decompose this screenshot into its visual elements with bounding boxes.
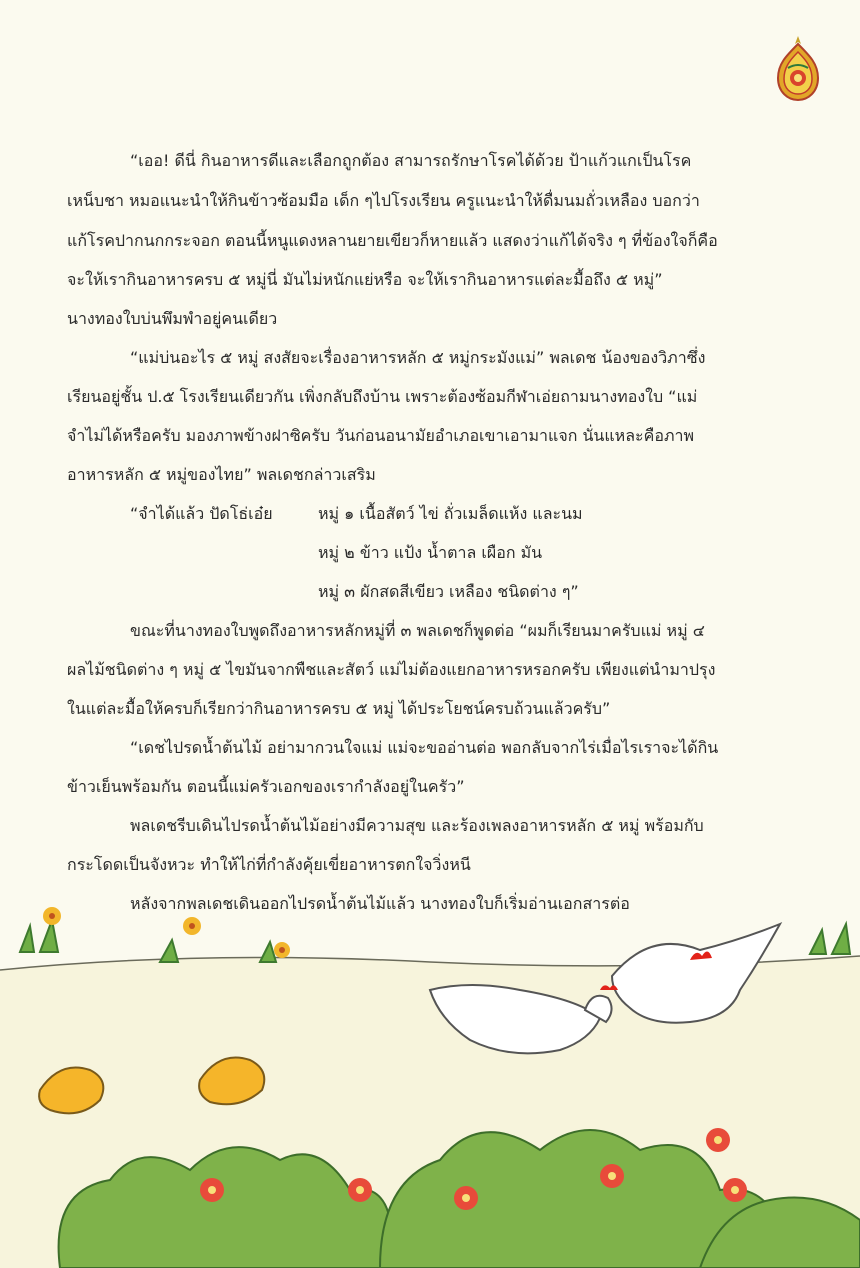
farmyard-illustration bbox=[0, 890, 860, 1268]
school-emblem-icon bbox=[774, 34, 822, 104]
text-line: “แม่บ่นอะไร ๕ หมู่ สงสัยจะเรื่องอาหารหลัก ๕ หมู่กระมังแม่” พลเดช น้องของวิภาซึ่ง bbox=[130, 348, 706, 367]
text-line: แก้โรคปากนกกระจอก ตอนนี้หนูแดงหลานยายเขียวก็หายแล้ว แสดงว่าแก้ได้จริง ๆ ที่ข้องใจก็คือ bbox=[67, 231, 718, 250]
text-line: อาหารหลัก ๕ หมู่ของไทย” พลเดชกล่าวเสริม bbox=[67, 465, 376, 484]
text-line: “เออ! ดีนี่ กินอาหารดีและเลือกถูกต้อง สามารถรักษาโรคได้ด้วย ป้าแก้วแกเป็นโรค bbox=[130, 151, 692, 170]
text-line: เรียนอยู่ชั้น ป.๕ โรงเรียนเดียวกัน เพิ่งกลับถึงบ้าน เพราะต้องซ้อมกีฬาเอ่ยถามนางทองใบ “แม่ bbox=[67, 387, 698, 406]
text-line: ข้าวเย็นพร้อมกัน ตอนนี้แม่ครัวเอกของเรากำลังอยู่ในครัว” bbox=[67, 777, 465, 796]
text-line: นางทองใบบ่นพึมพำอยู่คนเดียว bbox=[67, 309, 278, 328]
food-group-line: หมู่ ๑ เนื้อสัตว์ ไข่ ถั่วเมล็ดแห้ง และนม bbox=[318, 504, 583, 523]
food-group-line: หมู่ ๒ ข้าว แป้ง น้ำตาล เผือก มัน bbox=[318, 543, 543, 562]
text-line: “เดชไปรดน้ำต้นไม้ อย่ามากวนใจแม่ แม่จะขออ่านต่อ พอกลับจากไร่เมื่อไรเราจะได้กิน bbox=[130, 738, 719, 757]
text-line: เหน็บชา หมอแนะนำให้กินข้าวซ้อมมือ เด็ก ๆไปโรงเรียน ครูแนะนำให้ดื่มนมถั่วเหลือง บอกว่า bbox=[67, 191, 700, 210]
text-line: จำไม่ได้หรือครับ มองภาพข้างฝาซิครับ วันก่อนอนามัยอำเภอเขาเอามาแจก นั่นแหละคือภาพ bbox=[67, 426, 695, 445]
text-line: หลังจากพลเดชเดินออกไปรดน้ำต้นไม้แล้ว นางทองใบก็เริ่มอ่านเอกสารต่อ bbox=[130, 894, 630, 913]
text-line: กระโดดเป็นจังหวะ ทำให้ไก่ที่กำลังคุ้ยเขี่ยอาหารตกใจวิ่งหนี bbox=[67, 855, 471, 874]
text-line: ในแต่ละมื้อให้ครบก็เรียกว่ากินอาหารครบ ๕ หมู่ ได้ประโยชน์ครบถ้วนแล้วครับ” bbox=[67, 699, 611, 718]
text-line: “จำได้แล้ว ปัดโธ่เอ๋ย bbox=[130, 504, 273, 523]
text-line: ผลไม้ชนิดต่าง ๆ หมู่ ๕ ไขมันจากพืชและสัตว์ แม่ไม่ต้องแยกอาหารหรอกครับ เพียงแต่นำมาปรุง bbox=[67, 660, 716, 679]
food-group-line: หมู่ ๓ ผักสดสีเขียว เหลือง ชนิดต่าง ๆ” bbox=[318, 582, 579, 601]
text-line: ขณะที่นางทองใบพูดถึงอาหารหลักหมู่ที่ ๓ พลเดชก็พูดต่อ “ผมก็เรียนมาครับแม่ หมู่ ๔ bbox=[130, 621, 705, 640]
text-line: พลเดชรีบเดินไปรดน้ำต้นไม้อย่างมีความสุข และร้องเพลงอาหารหลัก ๕ หมู่ พร้อมกับ bbox=[130, 816, 704, 835]
text-line: จะให้เรากินอาหารครบ ๕ หมู่นี่ มันไม่หนักแย่หรือ จะให้เรากินอาหารแต่ละมื้อถึง ๕ หมู่” bbox=[67, 270, 663, 289]
